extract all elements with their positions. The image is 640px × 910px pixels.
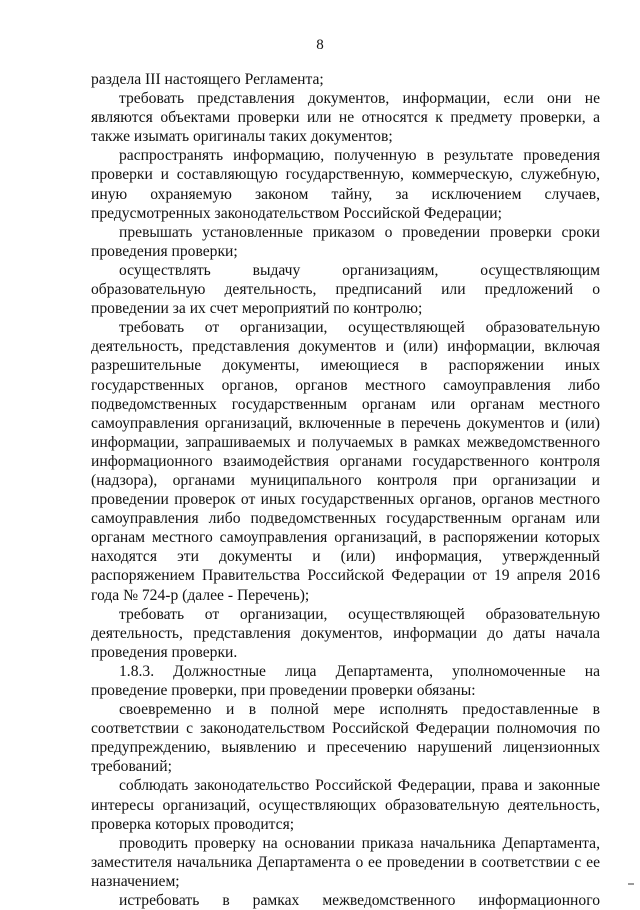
scan-mark <box>628 883 634 885</box>
paragraph-conduct-by-order: проводить проверку на основании приказа начальника Департамента, заместителя начальника Департамента о ее проведении в соответствии с ее назначением; <box>91 834 600 890</box>
paragraph-section-reference: раздела III настоящего Регламента; <box>91 71 324 88</box>
paragraph-demand-documents: требовать представления документов, информации, если они не являются объектами проверки или не относятся к предмету проверки, а также изымать оригиналы таких документов; <box>91 90 600 146</box>
paragraph-request-interagency: истребовать в рамках межведомственного информационного <box>119 892 600 910</box>
paragraph-demand-before-start: требовать от организации, осуществляющей образовательную деятельность, представления документов, информации до даты начала проведения проверки. <box>91 605 600 661</box>
paragraph-section-1-8-3: 1.8.3. Должностные лица Департамента, уполномоченные на проведение проверки, при проведении проверки обязаны: <box>91 662 600 699</box>
paragraph-disclose-information: распространять информацию, полученную в результате проведения проверки и составляющую государственную, коммерческую, служебную, иную охраняемую законом тайну, за исключением случаев, предусмотренных законодательством Российской Федерации; <box>91 147 600 222</box>
document-body <box>91 70 600 910</box>
page-number: 8 <box>316 37 324 53</box>
paragraph-exercise-powers: своевременно и в полной мере исполнять предоставленные в соответствии с законодательством Российской Федерации полномочия по предупреждению, выявлению и пресечению нарушений лицензионных требований; <box>91 701 600 776</box>
paragraph-exceed-terms: превышать установленные приказом о проведении проверки сроки проведения проверки; <box>91 223 600 260</box>
paragraph-issue-prescriptions: осуществлять выдачу организациям, осуществляющим образовательную деятельность, предписаний или предложений о проведении за их счет мероприятий по контролю; <box>91 261 600 318</box>
paragraph-demand-interagency-documents: требовать от организации, осуществляющей образовательную деятельность, представления документов и (или) информации, включая разрешительные документы, имеющиеся в распоряжении иных государственных органов, органов местного самоуправления либо подведомственных государственным органам или органам местного самоуправления организаций, включенные в перечень документов и (или) информации, запрашиваемых и получаемых в рамках межведомственного информационного взаимодействия органами государственного контроля (надзора), органами муниципального контроля при организации и проведении проверок от иных государственных органов, органов местного самоуправления либо подведомственных государственным органам или органам местного самоуправления организаций, в распоряжении которых находятся эти документы и (или) информация, утвержденный распоряжением Правительства Российской Федерации от 19 апреля 2016 года № 724-р (далее - Перечень); <box>91 319 600 604</box>
paragraph-observe-legislation: соблюдать законодательство Российской Федерации, права и законные интересы организаций, осуществляющих образовательную деятельность, проверка которых проводится; <box>91 777 600 833</box>
